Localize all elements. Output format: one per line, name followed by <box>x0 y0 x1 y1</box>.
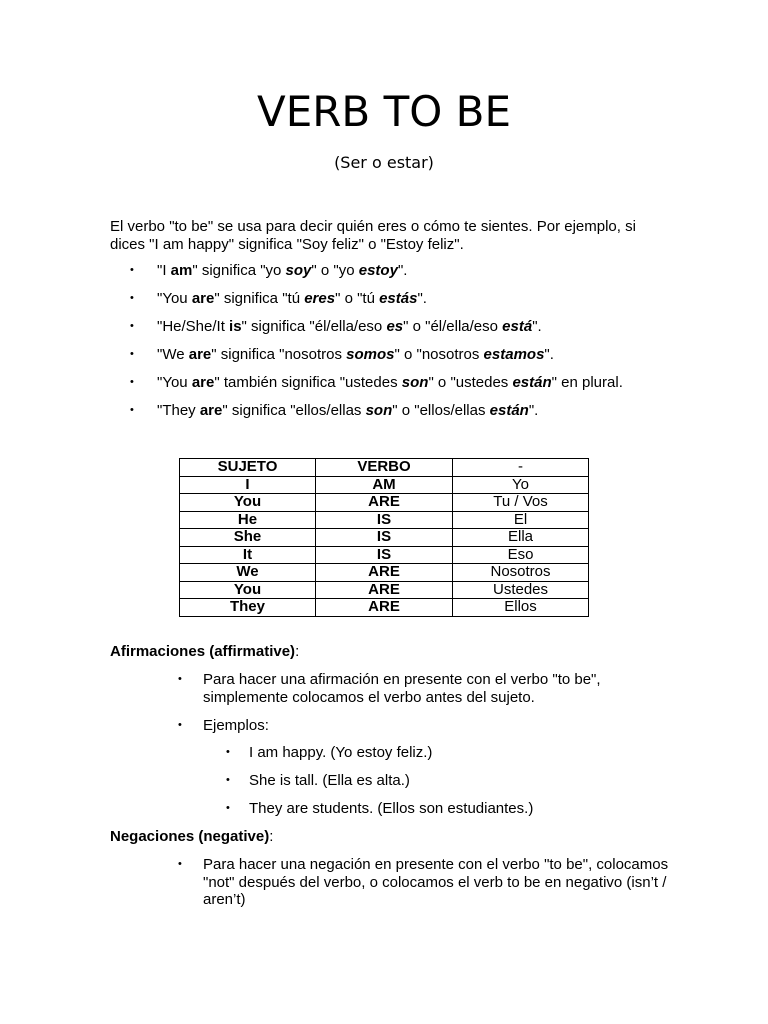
list-item: • "We are" significa "nosotros somos" o "nosotros estamos". <box>130 346 554 363</box>
example-item: • I am happy. (Yo estoy feliz.) <box>226 744 433 761</box>
table-cell: Tu / Vos <box>453 494 589 512</box>
list-item: • "They are" significa "ellos/ellas son" o "ellos/ellas están". <box>130 402 539 419</box>
table-row <box>180 511 589 529</box>
table-cell: He <box>180 511 316 529</box>
table-cell: IS <box>316 511 453 529</box>
table-cell: El <box>453 511 589 529</box>
bullet-icon: • <box>130 376 134 388</box>
bullet-icon: • <box>130 292 134 304</box>
table-header: - <box>453 459 589 477</box>
table-cell: It <box>180 546 316 564</box>
verb-meaning-list <box>130 262 690 430</box>
table-header: SUJETO <box>180 459 316 477</box>
table-cell: Ustedes <box>453 581 589 599</box>
list-item: • Ejemplos: <box>178 717 269 734</box>
table-cell: IS <box>316 529 453 547</box>
bullet-icon: • <box>130 264 134 276</box>
table-cell: Ella <box>453 529 589 547</box>
table-cell: I <box>180 476 316 494</box>
table-header: VERBO <box>316 459 453 477</box>
table-cell: You <box>180 494 316 512</box>
list-item: • "He/She/It is" significa "él/ella/eso es" o "él/ella/eso está". <box>130 318 542 335</box>
table-header-row <box>180 459 589 477</box>
table-cell: Nosotros <box>453 564 589 582</box>
bullet-icon: • <box>130 404 134 416</box>
table-row <box>180 564 589 582</box>
table-cell: Yo <box>453 476 589 494</box>
table-cell: We <box>180 564 316 582</box>
bullet-icon: • <box>226 802 230 814</box>
example-item: • They are students. (Ellos son estudiantes.) <box>226 800 534 817</box>
table-cell: ARE <box>316 599 453 617</box>
table-cell: Eso <box>453 546 589 564</box>
example-item: • She is tall. (Ella es alta.) <box>226 772 410 789</box>
bullet-icon: • <box>226 746 230 758</box>
bullet-icon: • <box>178 673 182 685</box>
intro-paragraph: El verbo "to be" se usa para decir quién eres o cómo te sientes. Por ejemplo, si dices "I am happy" significa "Soy feliz" o "Estoy feliz". <box>110 218 636 253</box>
table-cell: Ellos <box>453 599 589 617</box>
list-item: • Para hacer una afirmación en presente con el verbo "to be", simplemente colocamos el verbo antes del sujeto. <box>178 671 601 706</box>
table-row <box>180 476 589 494</box>
table-cell: ARE <box>316 581 453 599</box>
table-cell: You <box>180 581 316 599</box>
table-row <box>180 546 589 564</box>
table-row <box>180 494 589 512</box>
table-row <box>180 581 589 599</box>
affirmative-heading: Afirmaciones (affirmative): <box>110 643 300 660</box>
table-cell: ARE <box>316 494 453 512</box>
list-item: • "You are" significa "tú eres" o "tú estás". <box>130 290 427 307</box>
conjugation-table <box>179 458 589 617</box>
bullet-icon: • <box>178 719 182 731</box>
table-cell: IS <box>316 546 453 564</box>
bullet-icon: • <box>130 348 134 360</box>
negative-heading: Negaciones (negative): <box>110 828 274 845</box>
list-item: • "I am" significa "yo soy" o "yo estoy". <box>130 262 408 279</box>
table-cell: She <box>180 529 316 547</box>
list-item: • "You are" también significa "ustedes son" o "ustedes están" en plural. <box>130 374 623 391</box>
table-row <box>180 599 589 617</box>
page-subtitle: (Ser o estar) <box>334 153 434 172</box>
table-row <box>180 529 589 547</box>
table-cell: AM <box>316 476 453 494</box>
bullet-icon: • <box>178 858 182 870</box>
list-item: • Para hacer una negación en presente con el verbo "to be", colocamos "not" después del verbo, o colocamos el verb to be en negativo (isn’t / aren’t) <box>178 856 669 908</box>
page-title: VERB TO BE <box>256 87 512 136</box>
table-cell: ARE <box>316 564 453 582</box>
table-cell: They <box>180 599 316 617</box>
bullet-icon: • <box>226 774 230 786</box>
bullet-icon: • <box>130 320 134 332</box>
